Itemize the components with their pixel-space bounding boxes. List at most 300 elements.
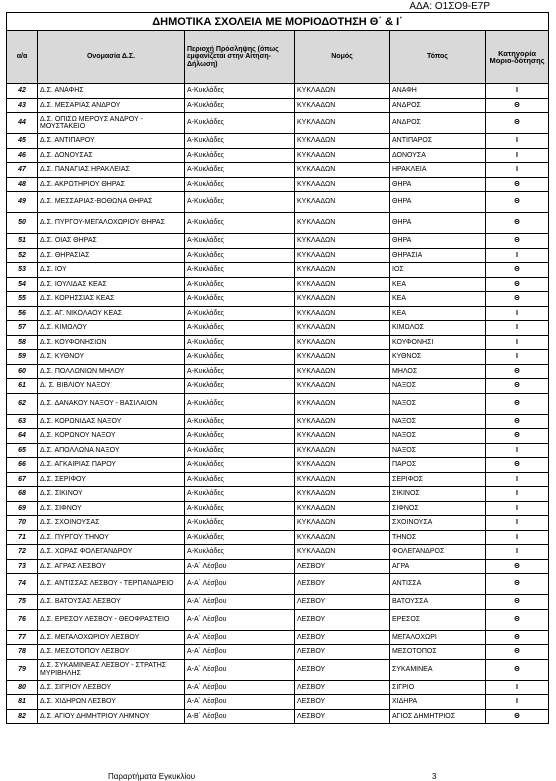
prefecture: ΚΥΚΛΑΔΩΝ <box>295 458 390 473</box>
category: Ι <box>486 163 549 178</box>
prefecture: ΚΥΚΛΑΔΩΝ <box>295 364 390 379</box>
prefecture: ΛΕΣΒΟΥ <box>295 695 390 710</box>
table-row <box>7 659 549 680</box>
category: Θ <box>486 177 549 192</box>
table-row <box>7 680 549 695</box>
row-number: 71 <box>7 530 38 545</box>
prefecture: ΚΥΚΛΑΔΩΝ <box>295 148 390 163</box>
place: ΘΗΡΑΣΙΑ <box>390 248 486 263</box>
school-name: Δ.Σ. ΠΥΡΓΟΥ-ΜΕΓΑΛΟΧΩΡΙΟΥ ΘΗΡΑΣ <box>38 213 185 234</box>
school-name: Δ.Σ. ΜΕΣΣΑΡΙΑΣ-ΒΟΘΩΝΑ ΘΗΡΑΣ <box>38 192 185 213</box>
place: ΑΝΤΙΣΣΑ <box>390 574 486 595</box>
prefecture: ΚΥΚΛΑΔΩΝ <box>295 516 390 531</box>
category: Θ <box>486 559 549 574</box>
prefecture: ΚΥΚΛΑΔΩΝ <box>295 443 390 458</box>
row-number: 55 <box>7 292 38 307</box>
row-number: 73 <box>7 559 38 574</box>
category: Ι <box>486 443 549 458</box>
prefecture: ΛΕΣΒΟΥ <box>295 659 390 680</box>
table-row <box>7 98 549 113</box>
prefecture: ΚΥΚΛΑΔΩΝ <box>295 487 390 502</box>
row-number: 64 <box>7 429 38 444</box>
recruitment-region: Α-Κυκλάδες <box>185 113 295 134</box>
prefecture: ΚΥΚΛΑΔΩΝ <box>295 248 390 263</box>
table-row <box>7 545 549 560</box>
category: Θ <box>486 645 549 660</box>
row-number: 75 <box>7 595 38 610</box>
row-number: 45 <box>7 134 38 149</box>
category: Θ <box>486 393 549 414</box>
school-name: Δ.Σ. ΣΙΚΙΝΟΥ <box>38 487 185 502</box>
row-number: 58 <box>7 335 38 350</box>
category: Ι <box>486 321 549 336</box>
category: Ι <box>486 472 549 487</box>
prefecture: ΛΕΣΒΟΥ <box>295 630 390 645</box>
footer-label: Παραρτήματα Εγκυκλίου <box>108 772 196 781</box>
school-name: Δ.Σ. ΑΝΤΙΣΣΑΣ ΛΕΣΒΟΥ - ΤΕΡΠΑΝΔΡΕΙΟ <box>38 574 185 595</box>
category: Ι <box>486 350 549 365</box>
table-row <box>7 574 549 595</box>
school-name: Δ.Σ. ΑΓΚΑΙΡΙΑΣ ΠΑΡΟΥ <box>38 458 185 473</box>
table-row <box>7 443 549 458</box>
school-name: Δ.Σ. ΒΑΤΟΥΣΑΣ ΛΕΣΒΟΥ <box>38 595 185 610</box>
table-row <box>7 350 549 365</box>
school-name: Δ.Σ. ΣΕΡΙΦΟΥ <box>38 472 185 487</box>
row-number: 72 <box>7 545 38 560</box>
recruitment-region: Α-Α΄ Λέσβου <box>185 559 295 574</box>
row-number: 67 <box>7 472 38 487</box>
prefecture: ΚΥΚΛΑΔΩΝ <box>295 530 390 545</box>
place: ΗΡΑΚΛΕΙΑ <box>390 163 486 178</box>
row-number: 74 <box>7 574 38 595</box>
place: ΦΟΛΕΓΑΝΔΡΟΣ <box>390 545 486 560</box>
recruitment-region: Α-Κυκλάδες <box>185 248 295 263</box>
row-number: 42 <box>7 84 38 99</box>
place: ΘΗΡΑ <box>390 177 486 192</box>
school-name: Δ.Σ. ΙΟΥ <box>38 263 185 278</box>
prefecture: ΚΥΚΛΑΔΩΝ <box>295 335 390 350</box>
table-row <box>7 501 549 516</box>
place: ΝΑΞΟΣ <box>390 393 486 414</box>
prefecture: ΛΕΣΒΟΥ <box>295 595 390 610</box>
place: ΣΕΡΙΦΟΣ <box>390 472 486 487</box>
place: ΝΑΞΟΣ <box>390 429 486 444</box>
school-name: Δ.Σ. ΑΓΡΑΣ ΛΕΣΒΟΥ <box>38 559 185 574</box>
row-number: 70 <box>7 516 38 531</box>
place: ΚΙΜΩΛΟΣ <box>390 321 486 336</box>
recruitment-region: Α-Κυκλάδες <box>185 472 295 487</box>
school-name: Δ.Σ. ΣΙΓΡΙΟΥ ΛΕΣΒΟΥ <box>38 680 185 695</box>
recruitment-region: Α-Κυκλάδες <box>185 443 295 458</box>
row-number: 43 <box>7 98 38 113</box>
prefecture: ΚΥΚΛΑΔΩΝ <box>295 277 390 292</box>
row-number: 77 <box>7 630 38 645</box>
row-number: 48 <box>7 177 38 192</box>
place: ΣΙΦΝΟΣ <box>390 501 486 516</box>
place: ΜΗΛΟΣ <box>390 364 486 379</box>
schools-table <box>6 12 549 724</box>
school-name: Δ.Σ. ΟΠΙΣΩ ΜΕΡΟΥΣ ΑΝΔΡΟΥ - ΜΟΥΣΤΑΚΕΙΟ <box>38 113 185 134</box>
school-name: Δ.Σ. ΠΑΝΑΓΙΑΣ ΗΡΑΚΛΕΙΑΣ <box>38 163 185 178</box>
header-row <box>7 31 549 84</box>
table-row <box>7 609 549 630</box>
recruitment-region: Α-Κυκλάδες <box>185 321 295 336</box>
school-name: Δ.Σ. ΚΟΡΩΝΟΥ ΝΑΞΟΥ <box>38 429 185 444</box>
table-row <box>7 559 549 574</box>
prefecture: ΚΥΚΛΑΔΩΝ <box>295 501 390 516</box>
recruitment-region: Α-Κυκλάδες <box>185 530 295 545</box>
category: Ι <box>486 84 549 99</box>
table-row <box>7 335 549 350</box>
category: Θ <box>486 277 549 292</box>
school-name: Δ.Σ. ΑΝΑΦΗΣ <box>38 84 185 99</box>
school-name: Δ.Σ. ΑΓΙΟΥ ΔΗΜΗΤΡΙΟΥ ΛΗΜΝΟΥ <box>38 709 185 724</box>
row-number: 79 <box>7 659 38 680</box>
place: ΤΗΝΟΣ <box>390 530 486 545</box>
recruitment-region: Α-Κυκλάδες <box>185 364 295 379</box>
row-number: 61 <box>7 379 38 394</box>
prefecture: ΚΥΚΛΑΔΩΝ <box>295 177 390 192</box>
row-number: 54 <box>7 277 38 292</box>
place: ΝΑΞΟΣ <box>390 414 486 429</box>
school-name: Δ.Σ. ΕΡΕΣΟΥ ΛΕΣΒΟΥ - ΘΕΟΦΡΑΣΤΕΙΟ <box>38 609 185 630</box>
table-row <box>7 630 549 645</box>
place: ΒΑΤΟΥΣΣΑ <box>390 595 486 610</box>
row-number: 46 <box>7 148 38 163</box>
school-name: Δ.Σ. ΜΕΣΑΡΙΑΣ ΑΝΔΡΟΥ <box>38 98 185 113</box>
row-number: 69 <box>7 501 38 516</box>
prefecture: ΚΥΚΛΑΔΩΝ <box>295 113 390 134</box>
prefecture: ΚΥΚΛΑΔΩΝ <box>295 234 390 249</box>
row-number: 53 <box>7 263 38 278</box>
category: Ι <box>486 501 549 516</box>
prefecture: ΛΕΣΒΟΥ <box>295 609 390 630</box>
recruitment-region: Α-Κυκλάδες <box>185 263 295 278</box>
place: ΚΥΘΝΟΣ <box>390 350 486 365</box>
category: Θ <box>486 292 549 307</box>
recruitment-region: Α-Α΄ Λέσβου <box>185 609 295 630</box>
recruitment-region: Α-Κυκλάδες <box>185 501 295 516</box>
place: ΣΙΚΙΝΟΣ <box>390 487 486 502</box>
recruitment-region: Α-Α΄ Λέσβου <box>185 645 295 660</box>
table-row <box>7 709 549 724</box>
place: ΑΝΔΡΟΣ <box>390 98 486 113</box>
category: Θ <box>486 213 549 234</box>
prefecture: ΚΥΚΛΑΔΩΝ <box>295 84 390 99</box>
school-name: Δ.Σ. ΠΥΡΓΟΥ ΤΗΝΟΥ <box>38 530 185 545</box>
category: Θ <box>486 574 549 595</box>
row-number: 57 <box>7 321 38 336</box>
category: Θ <box>486 458 549 473</box>
table-row <box>7 379 549 394</box>
place: ΜΕΓΑΛΟΧΩΡΙ <box>390 630 486 645</box>
recruitment-region: Α-Κυκλάδες <box>185 213 295 234</box>
recruitment-region: Α-Κυκλάδες <box>185 234 295 249</box>
recruitment-region: Α-Κυκλάδες <box>185 98 295 113</box>
recruitment-region: Α-Κυκλάδες <box>185 134 295 149</box>
recruitment-region: Α-Α΄ Λέσβου <box>185 659 295 680</box>
place: ΑΓΙΟΣ ΔΗΜΗΤΡΙΟΣ <box>390 709 486 724</box>
prefecture: ΚΥΚΛΑΔΩΝ <box>295 379 390 394</box>
category: Ι <box>486 148 549 163</box>
recruitment-region: Α-Κυκλάδες <box>185 277 295 292</box>
school-name: Δ.Σ. ΜΕΣΟΤΟΠΟΥ ΛΕΣΒΟΥ <box>38 645 185 660</box>
recruitment-region: Α-Α΄ Λέσβου <box>185 695 295 710</box>
recruitment-region: Α-Κυκλάδες <box>185 192 295 213</box>
table-row <box>7 306 549 321</box>
school-name: Δ.Σ. ΣΙΦΝΟΥ <box>38 501 185 516</box>
category: Θ <box>486 234 549 249</box>
table-row <box>7 263 549 278</box>
recruitment-region: Α-Α΄ Λέσβου <box>185 595 295 610</box>
row-number: 62 <box>7 393 38 414</box>
school-name: Δ.Σ. ΚΟΡΩΝΙΔΑΣ ΝΑΞΟΥ <box>38 414 185 429</box>
place: ΑΓΡΑ <box>390 559 486 574</box>
recruitment-region: Α-Α΄ Λέσβου <box>185 630 295 645</box>
place: ΔΟΝΟΥΣΑ <box>390 148 486 163</box>
table-row <box>7 192 549 213</box>
recruitment-region: Α-Κυκλάδες <box>185 379 295 394</box>
school-name: Δ.Σ. ΟΙΑΣ ΘΗΡΑΣ <box>38 234 185 249</box>
table-row <box>7 645 549 660</box>
school-name: Δ.Σ. ΧΙΔΗΡΩΝ ΛΕΣΒΟΥ <box>38 695 185 710</box>
category: Θ <box>486 609 549 630</box>
category: Ι <box>486 695 549 710</box>
table-row <box>7 163 549 178</box>
prefecture: ΚΥΚΛΑΔΩΝ <box>295 429 390 444</box>
category: Ι <box>486 335 549 350</box>
category: Θ <box>486 98 549 113</box>
recruitment-region: Α-Α΄ Λέσβου <box>185 574 295 595</box>
school-name: Δ.Σ. ΧΩΡΑΣ ΦΟΛΕΓΑΝΔΡΟΥ <box>38 545 185 560</box>
category: Ι <box>486 306 549 321</box>
school-name: Δ.Σ. ΠΟΛΛΩΝΙΩΝ ΜΗΛΟΥ <box>38 364 185 379</box>
category: Θ <box>486 364 549 379</box>
row-number: 68 <box>7 487 38 502</box>
table-row <box>7 393 549 414</box>
table-row <box>7 414 549 429</box>
category: Ι <box>486 487 549 502</box>
recruitment-region: Α-Κυκλάδες <box>185 545 295 560</box>
prefecture: ΚΥΚΛΑΔΩΝ <box>295 321 390 336</box>
place: ΘΗΡΑ <box>390 213 486 234</box>
recruitment-region: Α-Κυκλάδες <box>185 306 295 321</box>
category: Θ <box>486 630 549 645</box>
table-row <box>7 248 549 263</box>
school-name: Δ.Σ. ΔΑΝΑΚΟΥ ΝΑΞΟΥ - ΒΑΣΙΛΑΙΟΝ <box>38 393 185 414</box>
place: ΧΙΔΗΡΑ <box>390 695 486 710</box>
school-name: Δ.Σ. ΜΕΓΑΛΟΧΩΡΙΟΥ ΛΕΣΒΟΥ <box>38 630 185 645</box>
prefecture: ΛΕΣΒΟΥ <box>295 559 390 574</box>
place: ΑΝΔΡΟΣ <box>390 113 486 134</box>
table-row <box>7 277 549 292</box>
category: Θ <box>486 659 549 680</box>
row-number: 81 <box>7 695 38 710</box>
table-row <box>7 516 549 531</box>
prefecture: ΚΥΚΛΑΔΩΝ <box>295 163 390 178</box>
category: Θ <box>486 595 549 610</box>
place: ΝΑΞΟΣ <box>390 443 486 458</box>
prefecture: ΚΥΚΛΑΔΩΝ <box>295 134 390 149</box>
recruitment-region: Α-Β΄ Λέσβου <box>185 709 295 724</box>
prefecture: ΚΥΚΛΑΔΩΝ <box>295 545 390 560</box>
place: ΜΕΣΟΤΟΠΟΣ <box>390 645 486 660</box>
row-number: 51 <box>7 234 38 249</box>
recruitment-region: Α-Κυκλάδες <box>185 487 295 502</box>
place: ΙΟΣ <box>390 263 486 278</box>
page-number: 3 <box>432 772 437 781</box>
table-row <box>7 134 549 149</box>
row-number: 49 <box>7 192 38 213</box>
prefecture: ΚΥΚΛΑΔΩΝ <box>295 350 390 365</box>
category: Ι <box>486 516 549 531</box>
row-number: 44 <box>7 113 38 134</box>
school-name: Δ. Σ. ΒΙΒΛΙΟΥ ΝΑΞΟΥ <box>38 379 185 394</box>
school-name: Δ.Σ. ΘΗΡΑΣΙΑΣ <box>38 248 185 263</box>
place: ΝΑΞΟΣ <box>390 379 486 394</box>
row-number: 60 <box>7 364 38 379</box>
prefecture: ΚΥΚΛΑΔΩΝ <box>295 292 390 307</box>
header-name: Ονομασία Δ.Σ. <box>38 31 185 84</box>
ada-code: ΑΔΑ: Ο1ΣΟ9-Ε7Ρ <box>409 1 490 12</box>
header-aa: α/α <box>7 31 38 84</box>
row-number: 63 <box>7 414 38 429</box>
recruitment-region: Α-Κυκλάδες <box>185 84 295 99</box>
place: ΕΡΕΣΟΣ <box>390 609 486 630</box>
school-name: Δ.Σ. ΑΓ. ΝΙΚΟΛΑΟΥ ΚΕΑΣ <box>38 306 185 321</box>
category: Ι <box>486 530 549 545</box>
prefecture: ΚΥΚΛΑΔΩΝ <box>295 393 390 414</box>
category: Θ <box>486 113 549 134</box>
prefecture: ΚΥΚΛΑΔΩΝ <box>295 98 390 113</box>
table-row <box>7 321 549 336</box>
school-name: Δ.Σ. ΚΟΥΦΟΝΗΣΙΩΝ <box>38 335 185 350</box>
recruitment-region: Α-Κυκλάδες <box>185 148 295 163</box>
recruitment-region: Α-Κυκλάδες <box>185 350 295 365</box>
category: Θ <box>486 263 549 278</box>
category: Ι <box>486 680 549 695</box>
place: ΑΝΤΙΠΑΡΟΣ <box>390 134 486 149</box>
row-number: 47 <box>7 163 38 178</box>
row-number: 52 <box>7 248 38 263</box>
row-number: 76 <box>7 609 38 630</box>
school-name: Δ.Σ. ΣΧΟΙΝΟΥΣΑΣ <box>38 516 185 531</box>
school-name: Δ.Σ. ΑΚΡΩΤΗΡΙΟΥ ΘΗΡΑΣ <box>38 177 185 192</box>
row-number: 59 <box>7 350 38 365</box>
place: ΣΥΚΑΜΙΝΕΑ <box>390 659 486 680</box>
table-row <box>7 148 549 163</box>
place: ΚΕΑ <box>390 292 486 307</box>
table-row <box>7 113 549 134</box>
recruitment-region: Α-Κυκλάδες <box>185 516 295 531</box>
header-place: Τόπος <box>390 31 486 84</box>
row-number: 50 <box>7 213 38 234</box>
table-row <box>7 213 549 234</box>
place: ΑΝΑΦΗ <box>390 84 486 99</box>
prefecture: ΚΥΚΛΑΔΩΝ <box>295 213 390 234</box>
table-row <box>7 364 549 379</box>
prefecture: ΚΥΚΛΑΔΩΝ <box>295 414 390 429</box>
recruitment-region: Α-Κυκλάδες <box>185 458 295 473</box>
prefecture: ΛΕΣΒΟΥ <box>295 709 390 724</box>
row-number: 80 <box>7 680 38 695</box>
place: ΣΧΟΙΝΟΥΣΑ <box>390 516 486 531</box>
recruitment-region: Α-Κυκλάδες <box>185 414 295 429</box>
table-title: ΔΗΜΟΤΙΚΑ ΣΧΟΛΕΙΑ ΜΕ ΜΟΡΙΟΔΟΤΗΣΗ Θ΄ & Ι΄ <box>7 13 549 31</box>
recruitment-region: Α-Κυκλάδες <box>185 177 295 192</box>
row-number: 65 <box>7 443 38 458</box>
table-row <box>7 84 549 99</box>
row-number: 82 <box>7 709 38 724</box>
school-name: Δ.Σ. ΣΥΚΑΜΙΝΕΑΣ ΛΕΣΒΟΥ - ΣΤΡΑΤΗΣ ΜΥΡΙΒΗΛΗΣ <box>38 659 185 680</box>
place: ΣΙΓΡΙΟ <box>390 680 486 695</box>
table-row <box>7 595 549 610</box>
recruitment-region: Α-Κυκλάδες <box>185 393 295 414</box>
category: Θ <box>486 414 549 429</box>
prefecture: ΛΕΣΒΟΥ <box>295 680 390 695</box>
table-row <box>7 695 549 710</box>
school-name: Δ.Σ. ΚΙΜΩΛΟΥ <box>38 321 185 336</box>
table-row <box>7 429 549 444</box>
recruitment-region: Α-Α΄ Λέσβου <box>185 680 295 695</box>
row-number: 66 <box>7 458 38 473</box>
table-row <box>7 292 549 307</box>
place: ΚΕΑ <box>390 277 486 292</box>
school-name: Δ.Σ. ΔΟΝΟΥΣΑΣ <box>38 148 185 163</box>
place: ΘΗΡΑ <box>390 234 486 249</box>
row-number: 78 <box>7 645 38 660</box>
school-name: Δ.Σ. ΑΝΤΙΠΑΡΟΥ <box>38 134 185 149</box>
table-body <box>7 84 549 724</box>
recruitment-region: Α-Κυκλάδες <box>185 335 295 350</box>
place: ΠΑΡΟΣ <box>390 458 486 473</box>
school-name: Δ.Σ. ΚΟΡΗΣΣΙΑΣ ΚΕΑΣ <box>38 292 185 307</box>
table-row <box>7 472 549 487</box>
table-row <box>7 458 549 473</box>
category: Ι <box>486 248 549 263</box>
recruitment-region: Α-Κυκλάδες <box>185 163 295 178</box>
header-region: Περιοχή Πρόσληψης (όπως εμφανίζεται στην Αίτηση-Δήλωση) <box>185 31 295 84</box>
header-category: Κατηγορία Μοριο-δότησης <box>486 31 549 84</box>
table-row <box>7 177 549 192</box>
category: Ι <box>486 134 549 149</box>
category: Θ <box>486 429 549 444</box>
prefecture: ΚΥΚΛΑΔΩΝ <box>295 192 390 213</box>
recruitment-region: Α-Κυκλάδες <box>185 292 295 307</box>
category: Θ <box>486 192 549 213</box>
place: ΚΟΥΦΟΝΗΣΙ <box>390 335 486 350</box>
school-name: Δ.Σ. ΙΟΥΛΙΔΑΣ ΚΕΑΣ <box>38 277 185 292</box>
prefecture: ΚΥΚΛΑΔΩΝ <box>295 263 390 278</box>
prefecture: ΚΥΚΛΑΔΩΝ <box>295 472 390 487</box>
prefecture: ΛΕΣΒΟΥ <box>295 645 390 660</box>
table-row <box>7 530 549 545</box>
table-row <box>7 487 549 502</box>
recruitment-region: Α-Κυκλάδες <box>185 429 295 444</box>
header-prefecture: Νομός <box>295 31 390 84</box>
prefecture: ΛΕΣΒΟΥ <box>295 574 390 595</box>
category: Θ <box>486 379 549 394</box>
school-name: Δ.Σ. ΑΠΟΛΛΩΝΑ ΝΑΞΟΥ <box>38 443 185 458</box>
row-number: 56 <box>7 306 38 321</box>
school-name: Δ.Σ. ΚΥΘΝΟΥ <box>38 350 185 365</box>
table-row <box>7 234 549 249</box>
place: ΚΕΑ <box>390 306 486 321</box>
place: ΘΗΡΑ <box>390 192 486 213</box>
category: Ι <box>486 545 549 560</box>
category: Θ <box>486 709 549 724</box>
prefecture: ΚΥΚΛΑΔΩΝ <box>295 306 390 321</box>
